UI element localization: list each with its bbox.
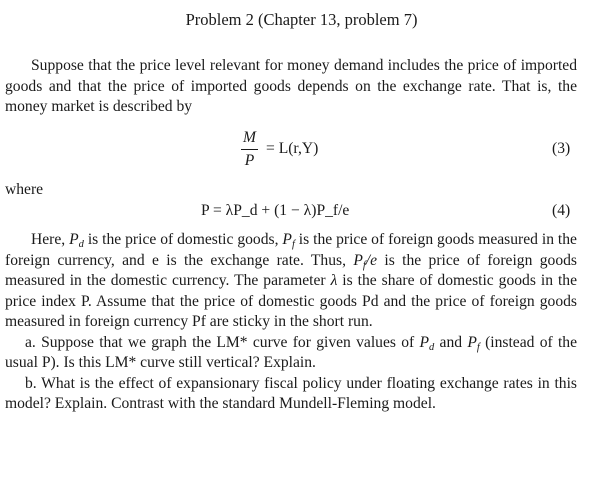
fraction-numerator: M xyxy=(243,129,256,146)
equation-4-expression: P = λP_d + (1 − λ)P_f/e xyxy=(201,202,350,219)
equation-3-fraction xyxy=(241,128,258,170)
where-label: where xyxy=(5,181,44,198)
definitions-paragraph: Here, $P_d$ is the price of domestic goods, $P_f$ is the price of foreign goods measured in the foreign currency, and e is the exchange rate. Thus, $P_f/e$ is the price of foreign goods measured in the domestic currency. The parameter λ is the share of domestic goods in the price index P. Assume that the price of domestic goods Pd and the price of foreign goods measured in foreign currency Pf are sticky in the short run. xyxy=(5,231,577,330)
body-paragraph xyxy=(5,230,577,415)
equation-3-rhs: = L(r,Y) xyxy=(266,140,319,157)
fraction-denominator: P xyxy=(244,152,255,169)
equation-4-number: (4) xyxy=(552,202,571,219)
problem-title: Problem 2 (Chapter 13, problem 7) xyxy=(185,10,418,29)
equation-4 xyxy=(0,200,603,226)
fraction-bar xyxy=(241,149,258,150)
question-b: b. What is the effect of expansionary fiscal policy under floating exchange rates in this model? Explain. Contrast with the standard Mundell-Fleming model. xyxy=(5,374,577,412)
intro-paragraph: Suppose that the price level relevant for money demand includes the price of imported goods and that the price of imported goods depends on the exchange rate. That is, the money market is described by xyxy=(5,57,577,115)
question-a: a. Suppose that we graph the LM* curve for given values of $P_d$ and $P_f$ (instead of the usual P). Is this LM* curve still vertical? Explain. xyxy=(5,333,578,371)
equation-3-number: (3) xyxy=(552,140,571,157)
equation-3 xyxy=(0,128,603,172)
